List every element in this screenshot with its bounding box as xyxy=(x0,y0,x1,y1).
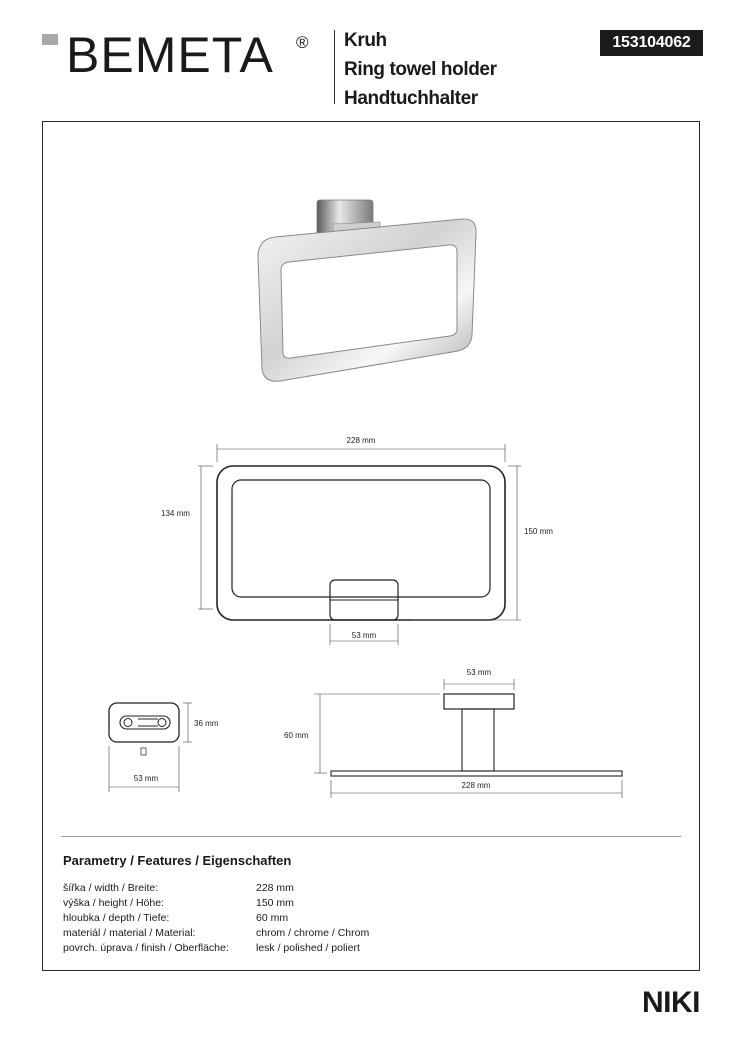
section-divider xyxy=(61,836,681,837)
dim-base-width-2: 53 mm xyxy=(133,774,159,783)
feature-label: šířka / width / Breite: xyxy=(63,882,159,894)
feature-row xyxy=(63,881,369,896)
technical-drawing xyxy=(43,122,699,832)
feature-value: 150 mm xyxy=(256,897,294,909)
product-code: 153104062 xyxy=(600,30,703,56)
feature-row xyxy=(63,926,369,941)
product-photo xyxy=(258,200,476,381)
dim-side-depth: 60 mm xyxy=(284,731,309,740)
title-cz: Kruh xyxy=(344,30,387,51)
feature-row xyxy=(63,941,369,956)
features-table xyxy=(63,881,369,956)
svg-text:BEMETA: BEMETA xyxy=(66,28,274,78)
svg-text:®: ® xyxy=(296,33,309,52)
feature-value: chrom / chrome / Chrom xyxy=(256,927,370,939)
bemeta-logo xyxy=(42,28,322,78)
feature-label: hloubka / depth / Tiefe: xyxy=(63,912,170,924)
base-plate-view xyxy=(109,703,179,755)
dim-front-width: 228 mm xyxy=(346,436,376,445)
title-de: Handtuchhalter xyxy=(344,88,478,109)
feature-value: lesk / polished / poliert xyxy=(256,942,360,954)
front-view xyxy=(217,466,505,620)
product-titles xyxy=(344,26,497,113)
feature-label: materiál / material / Material: xyxy=(63,927,196,939)
header-separator xyxy=(334,30,335,104)
dim-front-inner-height: 134 mm xyxy=(161,509,190,518)
series-name: NIKI xyxy=(642,986,700,1019)
front-dimensions xyxy=(198,444,521,645)
features-title: Parametry / Features / Eigenschaften xyxy=(63,853,292,868)
feature-value: 228 mm xyxy=(256,882,294,894)
feature-value: 60 mm xyxy=(256,912,289,924)
dim-base-depth: 36 mm xyxy=(194,719,219,728)
feature-row xyxy=(63,911,369,926)
feature-label: výška / height / Höhe: xyxy=(63,897,164,909)
dim-base-width: 53 mm xyxy=(351,631,377,640)
title-en: Ring towel holder xyxy=(344,59,497,80)
side-view xyxy=(331,694,622,776)
dim-side-length: 228 mm xyxy=(461,781,491,790)
feature-label: povrch. úprava / finish / Oberfläche: xyxy=(63,942,229,954)
dim-front-height: 150 mm xyxy=(524,527,553,536)
dim-side-base-width: 53 mm xyxy=(466,668,492,677)
feature-row xyxy=(63,896,369,911)
